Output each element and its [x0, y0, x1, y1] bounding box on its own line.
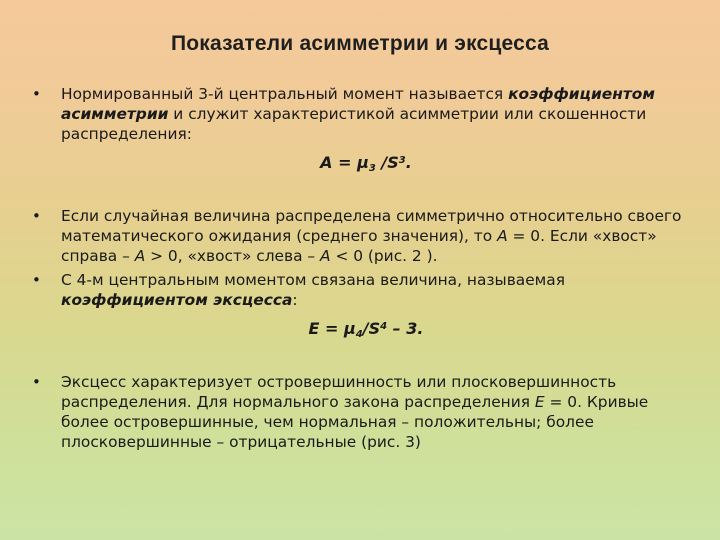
term-asymmetry-coefficient: коэффициентом асимметрии: [61, 85, 655, 123]
formula-asymmetry: $А = \mu_3$ $/S^3$.: [320, 153, 412, 174]
slide-content: [32, 84, 700, 452]
bullet-text: Если случайная величина распределена симметрично относительно своего математического ожидания (среднего значения), то: [61, 207, 682, 245]
slide-title: Показатели асимметрии и эксцесса: [170, 32, 550, 55]
bullet-text: Эксцесс характеризует островершинность или плосковершинность распределения. Для нормального закона распределения: [61, 373, 617, 411]
bullet-marker: •: [32, 271, 41, 289]
bullet-kurtosis-meaning: • Эксцесс характеризует островершинность или плосковершинность распределения. Для нормального закона распределения Е = 0. Кривые более островершинные, чем нормальная – положительны; более плосковершинные – отрицательные (рис. 3): [32, 373, 649, 451]
bullet-text: С 4-м центральным моментом связана величина, называемая: [61, 271, 565, 289]
bullet-text: и служит характеристикой асимметрии или скошенности распределения:: [61, 105, 647, 143]
bullet-symmetry: • Если случайная величина распределена симметрично относительно своего математического ожидания (среднего значения), то А = 0. Если «хвост» справа – А > 0, «хвост» слева – А < 0 (рис. 2 ).: [32, 207, 682, 265]
bullet-asymmetry-definition: [32, 84, 700, 144]
bullet-text: Нормированный 3-й центральный момент называется: [61, 85, 504, 103]
bullet-kurtosis-definition: • С 4-м центральным моментом связана величина, называемая коэффициентом эксцесса:: [32, 271, 565, 309]
bullet-marker: •: [32, 85, 41, 103]
formula-kurtosis: $Е = \mu_4/S^4 - 3$.: [308, 319, 424, 340]
term-kurtosis-coefficient: коэффициентом эксцесса: [61, 291, 293, 309]
bullet-marker: •: [32, 207, 41, 225]
bullet-marker: •: [32, 373, 41, 391]
